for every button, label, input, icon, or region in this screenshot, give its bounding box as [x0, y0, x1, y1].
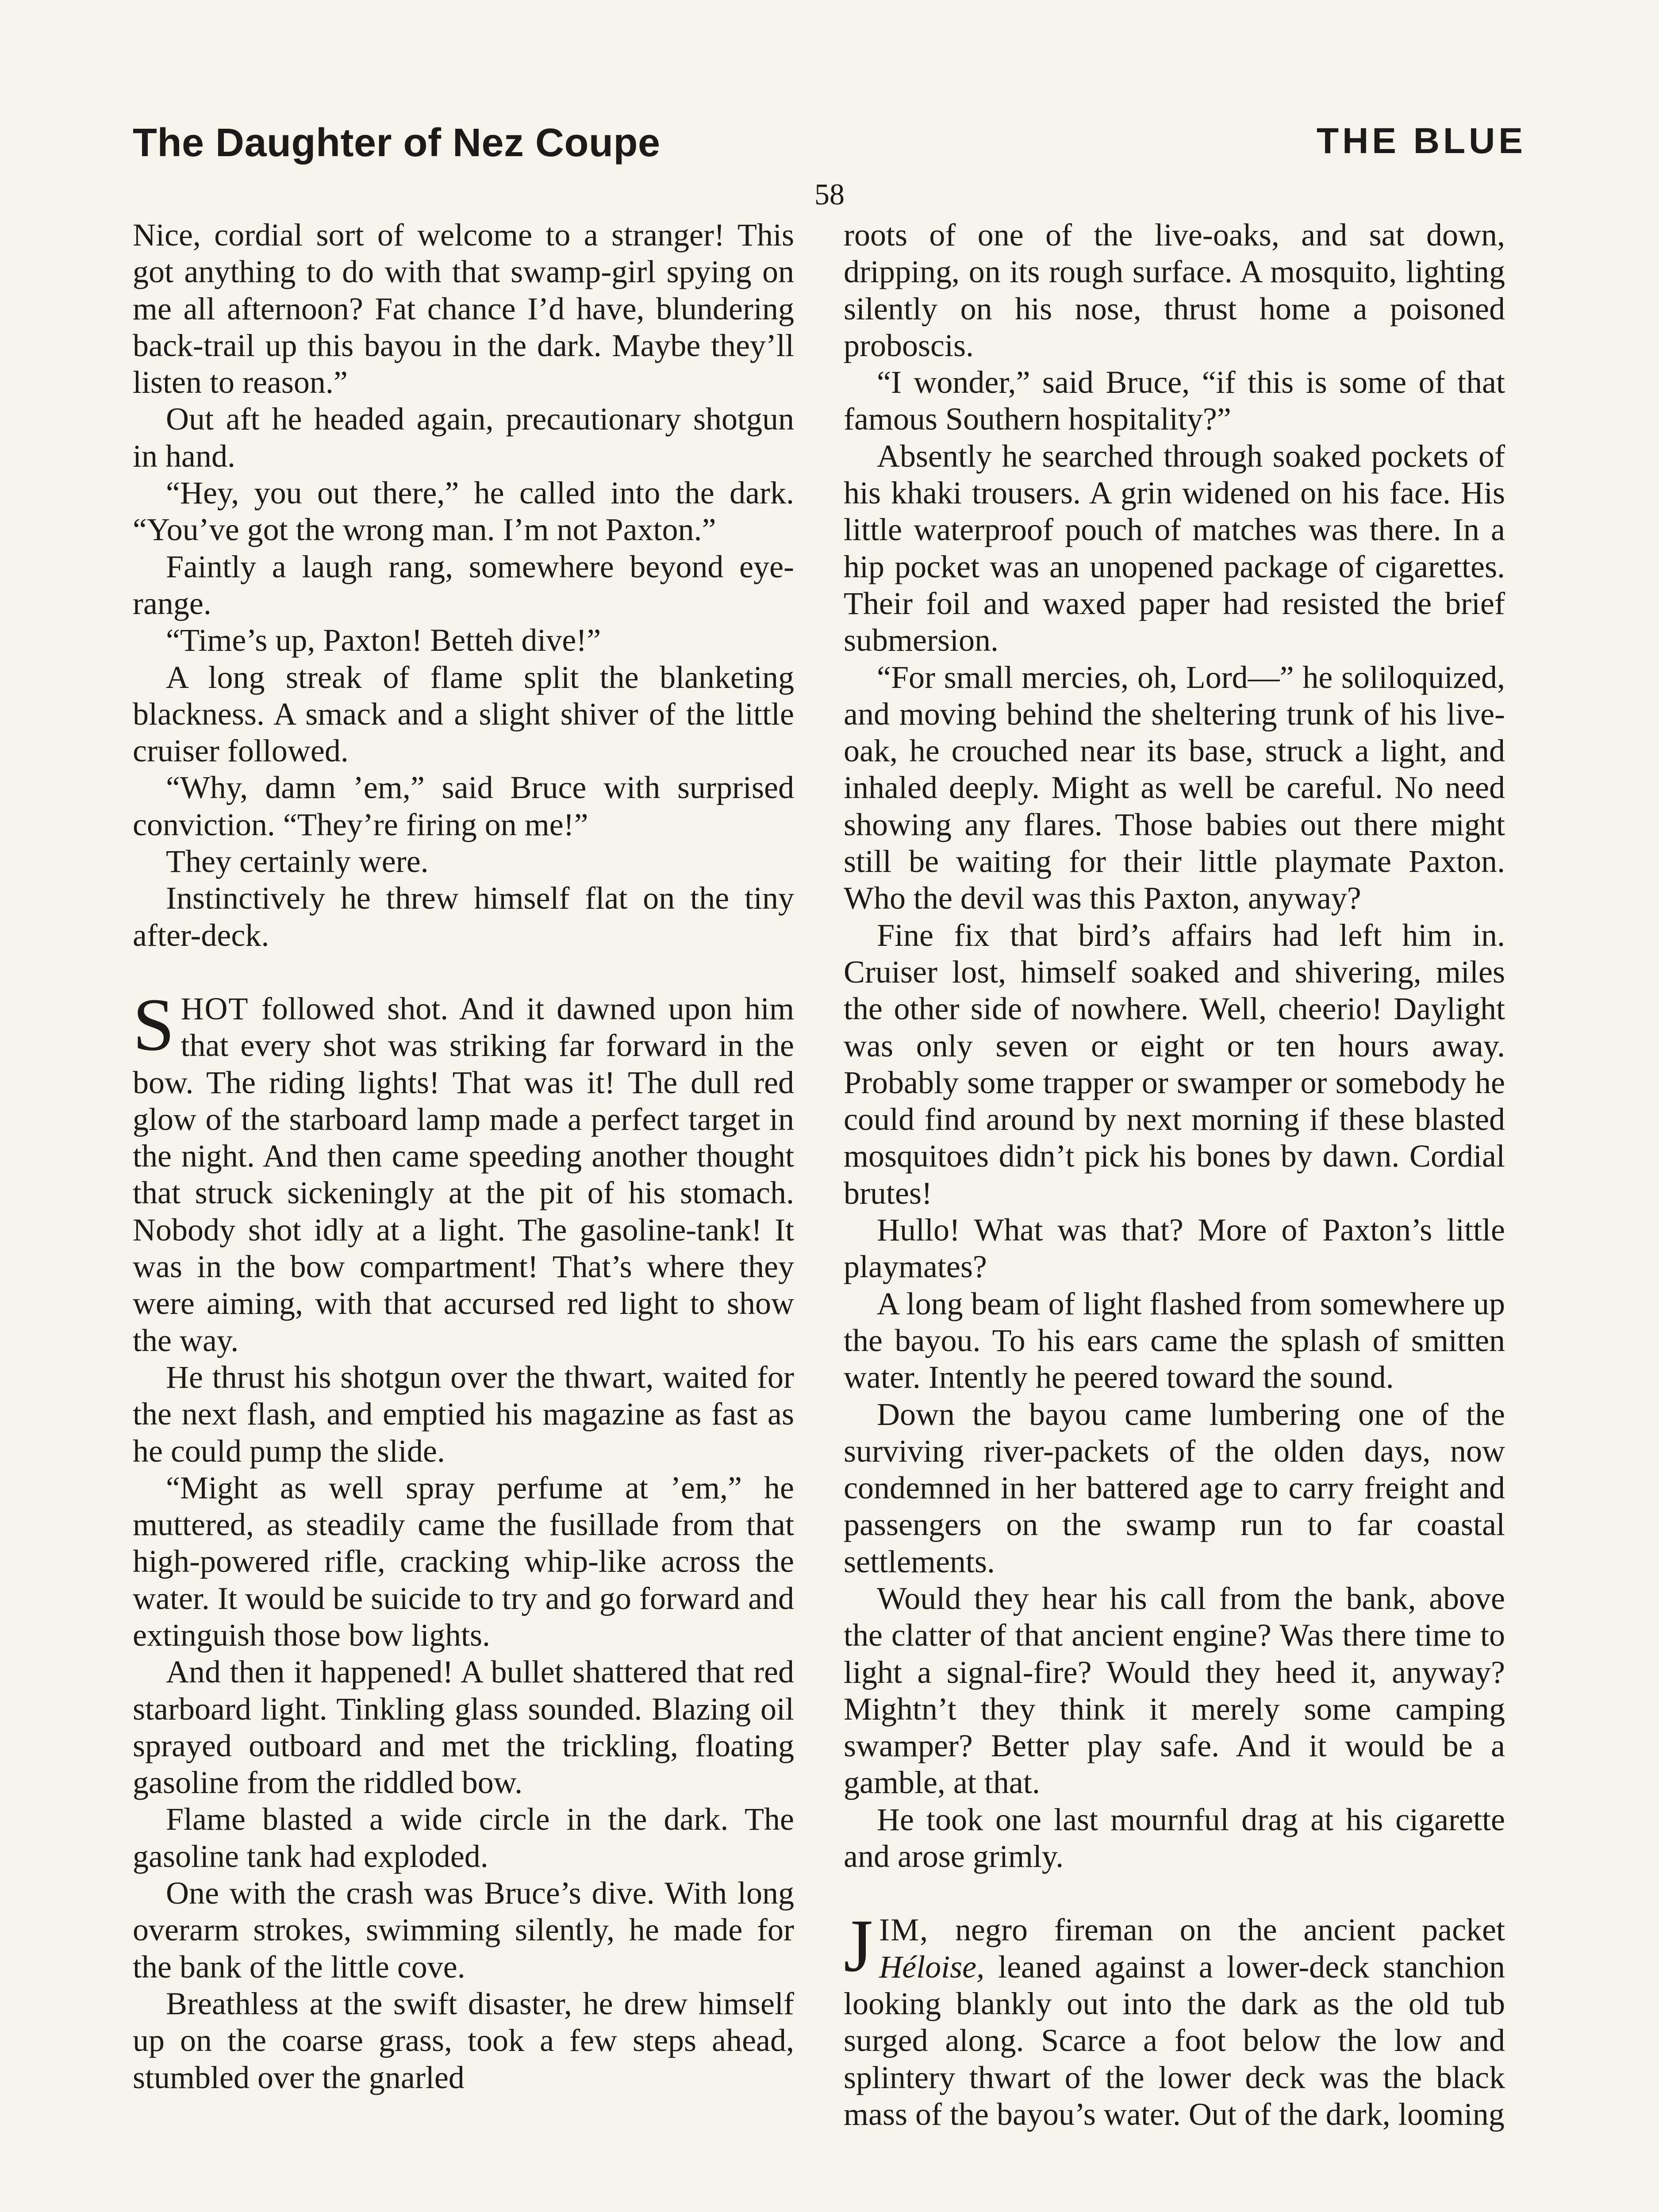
section-opening-paragraph [844, 1904, 1505, 2133]
paragraph: “Might as well spray perfume at ’em,” he muttered, as steadily came the fusillade from that high-powered rifle, cracking whip-like across the water. It would be suicide to try and go forward and extinguish those bow lights. [133, 1470, 794, 1653]
left-column [133, 217, 794, 2096]
paragraph: A long beam of light flashed from somewhere up the bayou. To his ears came the splash of smitten water. Intently he peered toward the sound. [844, 1286, 1505, 1395]
page-number: 58 [814, 177, 845, 211]
paragraph: He thrust his shotgun over the thwart, waited for the next flash, and emptied his magazine as fast as he could pump the slide. [133, 1359, 794, 1469]
paragraph: Hullo! What was that? More of Paxton’s little playmates? [844, 1212, 1505, 1285]
lead-word: HOT [180, 991, 249, 1026]
magazine-title: THE BLUE [1317, 121, 1526, 161]
paragraph: Absently he searched through soaked pockets of his khaki trousers. A grin widened on his face. His little waterproof pouch of matches was there. In a hip pocket was an unopened package of cigarettes. Their foil and waxed paper had resisted the brief submersion. [844, 438, 1505, 658]
right-column [844, 217, 1505, 2133]
drop-cap: J [844, 1904, 873, 1988]
paragraph: They certainly were. [166, 844, 429, 879]
paragraph: Nice, cordial sort of welcome to a stranger! This got anything to do with that swamp-girl spying on me all afternoon? Fat chance I’d have, blundering back-trail up this bayou in the dark. Maybe they’ll listen to reason.” [133, 217, 794, 400]
paragraph: “Why, damn ’em,” said Bruce with surprised conviction. “They’re firing on me!” [133, 770, 794, 842]
paragraph: Fine fix that bird’s affairs had left him in. Cruiser lost, himself soaked and shivering, miles the other side of nowhere. Well, cheerio! Daylight was only seven or eight or ten hours away. Probably some trapper or swamper or somebody he could find around by next morning if these blasted mosquitoes didn’t pick his bones by dawn. Cordial brutes! [844, 917, 1505, 1211]
section-opening-paragraph [133, 983, 794, 1359]
paragraph-text: leaned against a lower-deck stanchion looking blankly out into the dark as the old tub surged along. Scarce a foot below the low and splintery thwart of the lower deck was the black mass of the bayou’s water. Out of the dark, looming [844, 1949, 1505, 2132]
paragraph: “I wonder,” said Bruce, “if this is some of that famous Southern hospitality?” [844, 365, 1505, 437]
paragraph: Faintly a laugh rang, somewhere beyond eye-range. [133, 549, 794, 621]
lead-word: IM, [879, 1912, 929, 1948]
paragraph: “Hey, you out there,” he called into the dark. “You’ve got the wrong man. I’m not Paxton.” [133, 475, 794, 548]
paragraph: “Time’s up, Paxton! Betteh dive!” [166, 622, 601, 658]
paragraph: Instinctively he threw himself flat on the tiny after-deck. [133, 880, 794, 953]
paragraph: He took one last mournful drag at his cigarette and arose grimly. [844, 1801, 1505, 1874]
paragraph: Flame blasted a wide circle in the dark. The gasoline tank had exploded. [133, 1801, 794, 1874]
paragraph: And then it happened! A bullet shattered that red starboard light. Tinkling glass sounded. Blazing oil sprayed outboard and met the trickling, floating gasoline from the riddled bow. [133, 1654, 794, 1801]
story-title: The Daughter of Nez Coupe [133, 121, 661, 165]
paragraph: A long streak of flame split the blanketing blackness. A smack and a slight shiver of the little cruiser followed. [133, 659, 794, 769]
paragraph: Would they hear his call from the bank, above the clatter of that ancient engine? Was there time to light a signal-fire? Would they heed it, anyway? Mightn’t they think it merely some camping swamper? Better play safe. And it would be a gamble, at that. [844, 1580, 1505, 1801]
paragraph: One with the crash was Bruce’s dive. With long overarm strokes, swimming silently, he made for the bank of the little cove. [133, 1875, 794, 1985]
drop-cap: S [133, 983, 175, 1066]
paragraph: “For small mercies, oh, Lord—” he soliloquized, and moving behind the sheltering trunk of his live-oak, he crouched near its base, struck a light, and inhaled deeply. Might as well be careful. No need showing any flares. Those babies out there might still be waiting for their little playmate Paxton. Who the devil was this Paxton, anyway? [844, 659, 1505, 916]
paragraph-text: followed shot. And it dawned upon him that every shot was striking far forward in the bow. The riding lights! That was it! The dull red glow of the starboard lamp made a perfect target in the night. And then came speeding another thought that struck sickeningly at the pit of his stomach. Nobody shot idly at a light. The gasoline-tank! It was in the bow compartment! That’s where they were aiming, with that accursed red light to show the way. [133, 991, 794, 1358]
paragraph: Down the bayou came lumbering one of the surviving river-packets of the olden days, now condemned in her battered age to carry freight and passengers on the swamp run to far coastal settlements. [844, 1396, 1505, 1579]
paragraph: Out aft he headed again, precautionary shotgun in hand. [133, 401, 794, 474]
paragraph: roots of one of the live-oaks, and sat down, dripping, on its rough surface. A mosquito, lighting silently on his nose, thrust home a poisoned proboscis. [844, 217, 1505, 363]
boat-name: Héloise, [879, 1949, 985, 1985]
paragraph: Breathless at the swift disaster, he drew himself up on the coarse grass, took a few steps ahead, stumbled over the gnarled [133, 1985, 794, 2095]
paragraph-text: negro fireman on the ancient packet [929, 1912, 1505, 1948]
